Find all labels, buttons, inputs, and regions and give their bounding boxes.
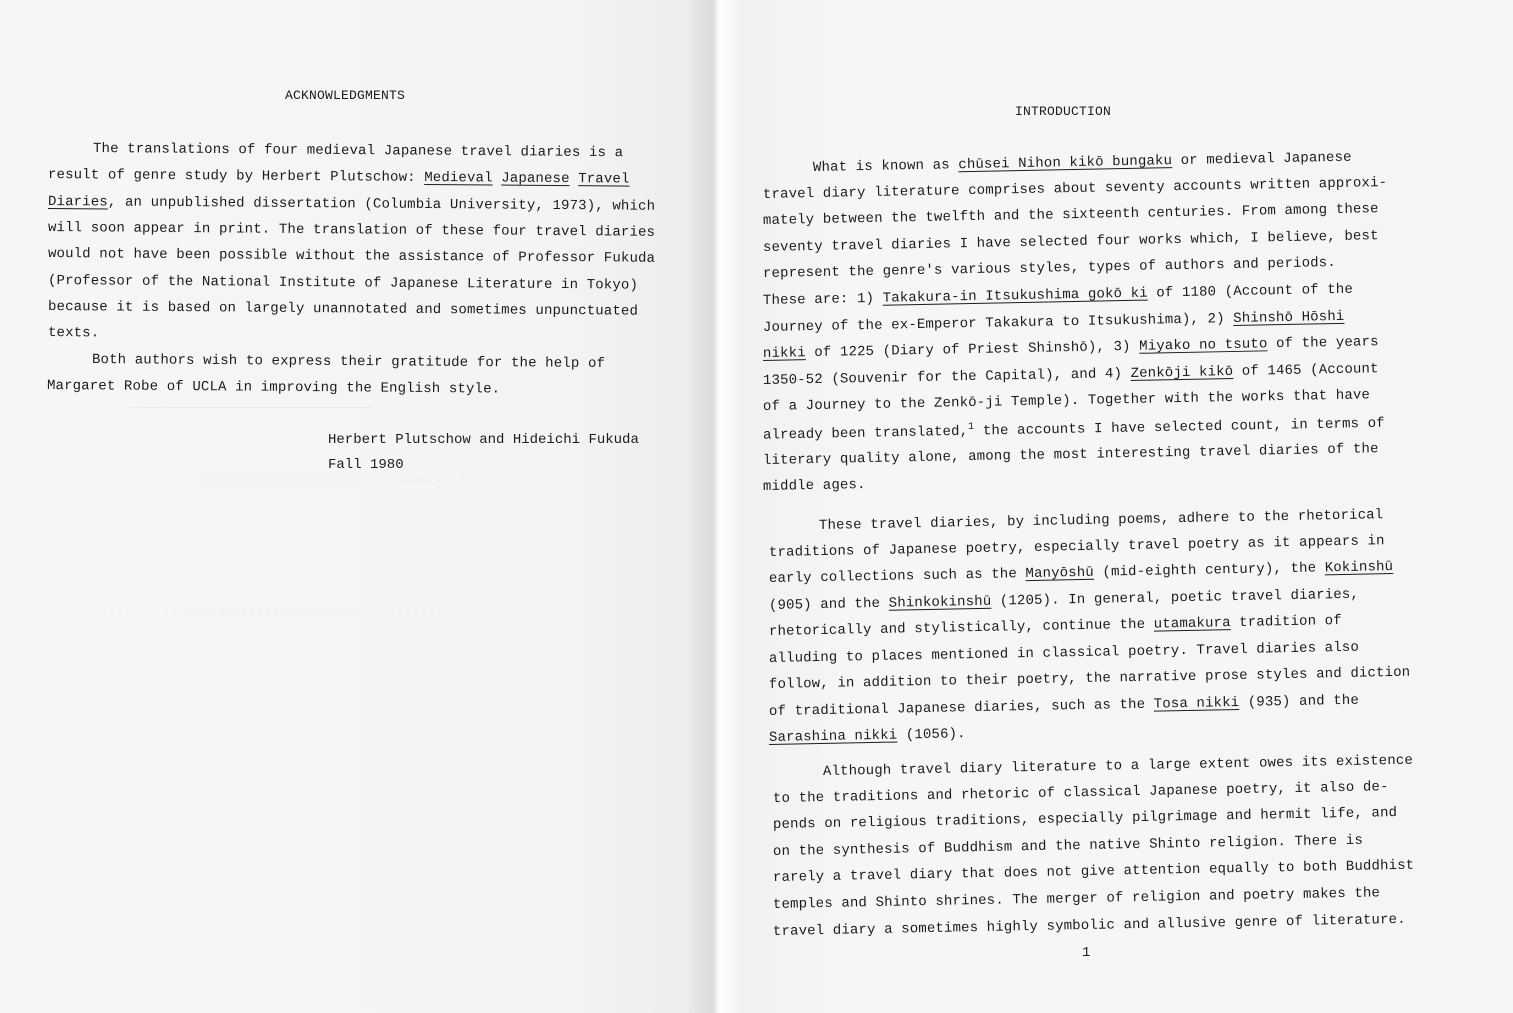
text-line	[763, 441, 1379, 469]
show-through: ———————————————————————————————	[130, 400, 372, 415]
text-line	[769, 639, 1359, 666]
show-through: ...............................................	[100, 600, 467, 615]
text-segment: of the years	[1267, 334, 1379, 353]
text-line	[769, 665, 1411, 693]
text-line	[48, 325, 99, 341]
text-line	[773, 858, 1415, 886]
text-segment: will soon appear in print. The translation of these four travel diaries	[47, 219, 656, 241]
text-line	[92, 352, 605, 372]
underlined-title: Sarashina nikki	[768, 727, 898, 746]
text-segment: middle ages.	[762, 477, 866, 496]
text-line	[769, 726, 966, 746]
text-segment: of a Journey to the Zenkō-ji Temple). Together with the works that have	[762, 387, 1371, 416]
text-segment: 1350-52 (Souvenir for the Capital), and 4)	[762, 365, 1131, 389]
text-line	[763, 175, 1387, 203]
text-line	[48, 299, 638, 320]
underlined-title: Tosa nikki	[1153, 694, 1240, 713]
text-segment: travel diary a sometimes highly symbolic and allusive genre of literature.	[772, 911, 1406, 940]
text-segment: (935) and the	[1239, 692, 1360, 711]
underlined-title: Takakura-in Itsukushima gokō ki	[882, 285, 1148, 307]
underlined-title: Travel	[578, 171, 630, 188]
text-line	[813, 150, 1352, 176]
text-segment: These are: 1)	[762, 290, 883, 309]
text-segment: alluding to places mentioned in classical poetry. Travel diaries also	[768, 639, 1360, 667]
text-line	[819, 507, 1384, 534]
text-segment: temples and Shinto shrines. The merger of religion and poetry makes the	[772, 885, 1381, 913]
text-segment: Both authors wish to express their gratitude for the help of	[91, 352, 606, 373]
text-segment: pends on religious traditions, especially pilgrimage and hermit life, and	[772, 805, 1398, 834]
text-line	[48, 273, 638, 294]
text-segment: or medieval Japanese	[1171, 149, 1352, 170]
text-line	[763, 361, 1379, 389]
text-line	[48, 194, 655, 215]
text-segment: result of genre study by Herbert Plutschow:	[47, 167, 425, 187]
underlined-title: Zenkōji kikō	[1130, 363, 1234, 382]
underlined-title: Japanese	[501, 170, 570, 188]
text-line	[48, 246, 655, 267]
text-line	[773, 779, 1389, 807]
underlined-title: Medieval	[424, 170, 493, 187]
underlined-title: utamakura	[1153, 615, 1231, 633]
text-segment: (1205). In general, poetic travel diaries,	[991, 586, 1360, 610]
right-page	[740, 0, 1513, 1013]
text-segment: (1056).	[897, 726, 966, 744]
text-line	[769, 533, 1385, 561]
left-page	[0, 0, 700, 1013]
text-segment: to the traditions and rhetoric of classical Japanese poetry, it also de-	[772, 778, 1389, 807]
text-segment: because it is based on largely unannotated and sometimes unpunctuated	[47, 298, 639, 320]
underlined-title: Kokinshū	[1324, 559, 1394, 577]
text-line	[773, 885, 1380, 913]
text-line	[769, 559, 1393, 587]
underlined-title: Manyōshū	[1025, 564, 1095, 583]
text-line	[769, 692, 1359, 719]
text-segment: represent the genre's various styles, types of authors and periods.	[762, 255, 1337, 283]
text-line	[763, 388, 1370, 416]
text-segment: of 1465 (Account	[1233, 360, 1379, 380]
text-line	[763, 201, 1379, 229]
text-segment: would not have been possible without the assistance of Professor Fukuda	[47, 246, 656, 267]
text-line	[763, 308, 1345, 335]
signature-date: Fall 1980	[328, 457, 404, 473]
text-segment: follow, in addition to their poetry, the narrative prose styles and diction	[768, 664, 1411, 693]
underlined-title: Miyako no tsuto	[1139, 336, 1268, 355]
text-line	[48, 167, 630, 188]
text-line	[48, 220, 655, 241]
text-segment: already been translated,	[762, 423, 969, 444]
text-segment: tradition of	[1230, 613, 1343, 632]
underlined-title: Shinshō Hōshi	[1233, 308, 1345, 327]
introduction-heading: INTRODUCTION	[1015, 104, 1112, 119]
text-segment: (905) and the	[768, 595, 889, 614]
page-number: 1	[1082, 945, 1091, 961]
text-segment: on the synthesis of Buddhism and the native Shinto religion. There is	[772, 832, 1364, 860]
text-segment: Margaret Robe of UCLA in improving the English style.	[46, 378, 501, 398]
text-segment: rarely a travel diary that does not give attention equally to both Buddhist	[772, 858, 1415, 887]
text-segment: These travel diaries, by including poems, adhere to the rhetorical	[818, 507, 1384, 534]
text-segment: The translations of four medieval Japanese travel diaries is a	[92, 141, 624, 162]
text-line	[763, 228, 1379, 256]
footnote-marker: 1	[968, 421, 975, 434]
text-segment: travel diary literature comprises about seventy accounts written approxi-	[762, 174, 1388, 203]
text-line	[763, 255, 1336, 282]
show-through: ...............................................	[100, 470, 467, 485]
text-segment: (mid-eighth century), the	[1093, 560, 1325, 581]
text-line	[47, 378, 500, 398]
text-line	[769, 613, 1342, 640]
underlined-title: Diaries	[47, 193, 108, 211]
text-segment: rhetorically and stylistically, continue the	[768, 616, 1154, 640]
text-segment: Although travel diary literature to a large extent owes its existence	[822, 752, 1414, 780]
underlined-title: chūsei Nihon kikō bungaku	[958, 153, 1173, 174]
text-segment: mately between the twelfth and the sixteenth centuries. From among these	[762, 201, 1379, 230]
text-segment: What is known as	[812, 157, 959, 176]
text-line	[769, 586, 1359, 613]
book-gutter	[690, 0, 740, 1013]
acknowledgments-heading: ACKNOWLEDGMENTS	[285, 88, 406, 103]
text-line	[823, 753, 1413, 780]
text-line	[773, 805, 1397, 833]
text-line	[763, 414, 1385, 444]
text-segment: of traditional Japanese diaries, such as the	[768, 696, 1154, 720]
text-line	[773, 911, 1406, 939]
underlined-title: nikki	[762, 345, 806, 363]
text-line	[773, 832, 1363, 859]
text-segment: , an unpublished dissertation (Columbia University, 1973), which	[107, 194, 656, 215]
text-segment: the accounts I have selected count, in terms of	[974, 415, 1385, 440]
text-segment: of 1225 (Diary of Priest Shinshō), 3)	[805, 338, 1140, 362]
text-segment: literary quality alone, among the most interesting travel diaries of the	[762, 440, 1379, 469]
text-segment: seventy travel diaries I have selected four works which, I believe, best	[762, 227, 1379, 256]
text-line	[93, 141, 623, 161]
text-segment: early collections such as the	[768, 566, 1026, 587]
text-segment: of 1180 (Account of the	[1147, 281, 1354, 302]
text-segment: (Professor of the National Institute of Japanese Literature in Tokyo)	[47, 272, 639, 294]
text-segment: traditions of Japanese poetry, especially travel poetry as it appears in	[768, 532, 1385, 561]
signature-names: Herbert Plutschow and Hideichi Fukuda	[328, 432, 639, 448]
text-line	[763, 334, 1379, 362]
text-line	[763, 477, 866, 495]
text-line	[763, 282, 1353, 309]
text-segment: Journey of the ex-Emperor Takakura to Itsukushima), 2)	[762, 310, 1234, 336]
underlined-title: Shinkokinshū	[888, 593, 992, 612]
text-segment: texts.	[47, 325, 100, 342]
